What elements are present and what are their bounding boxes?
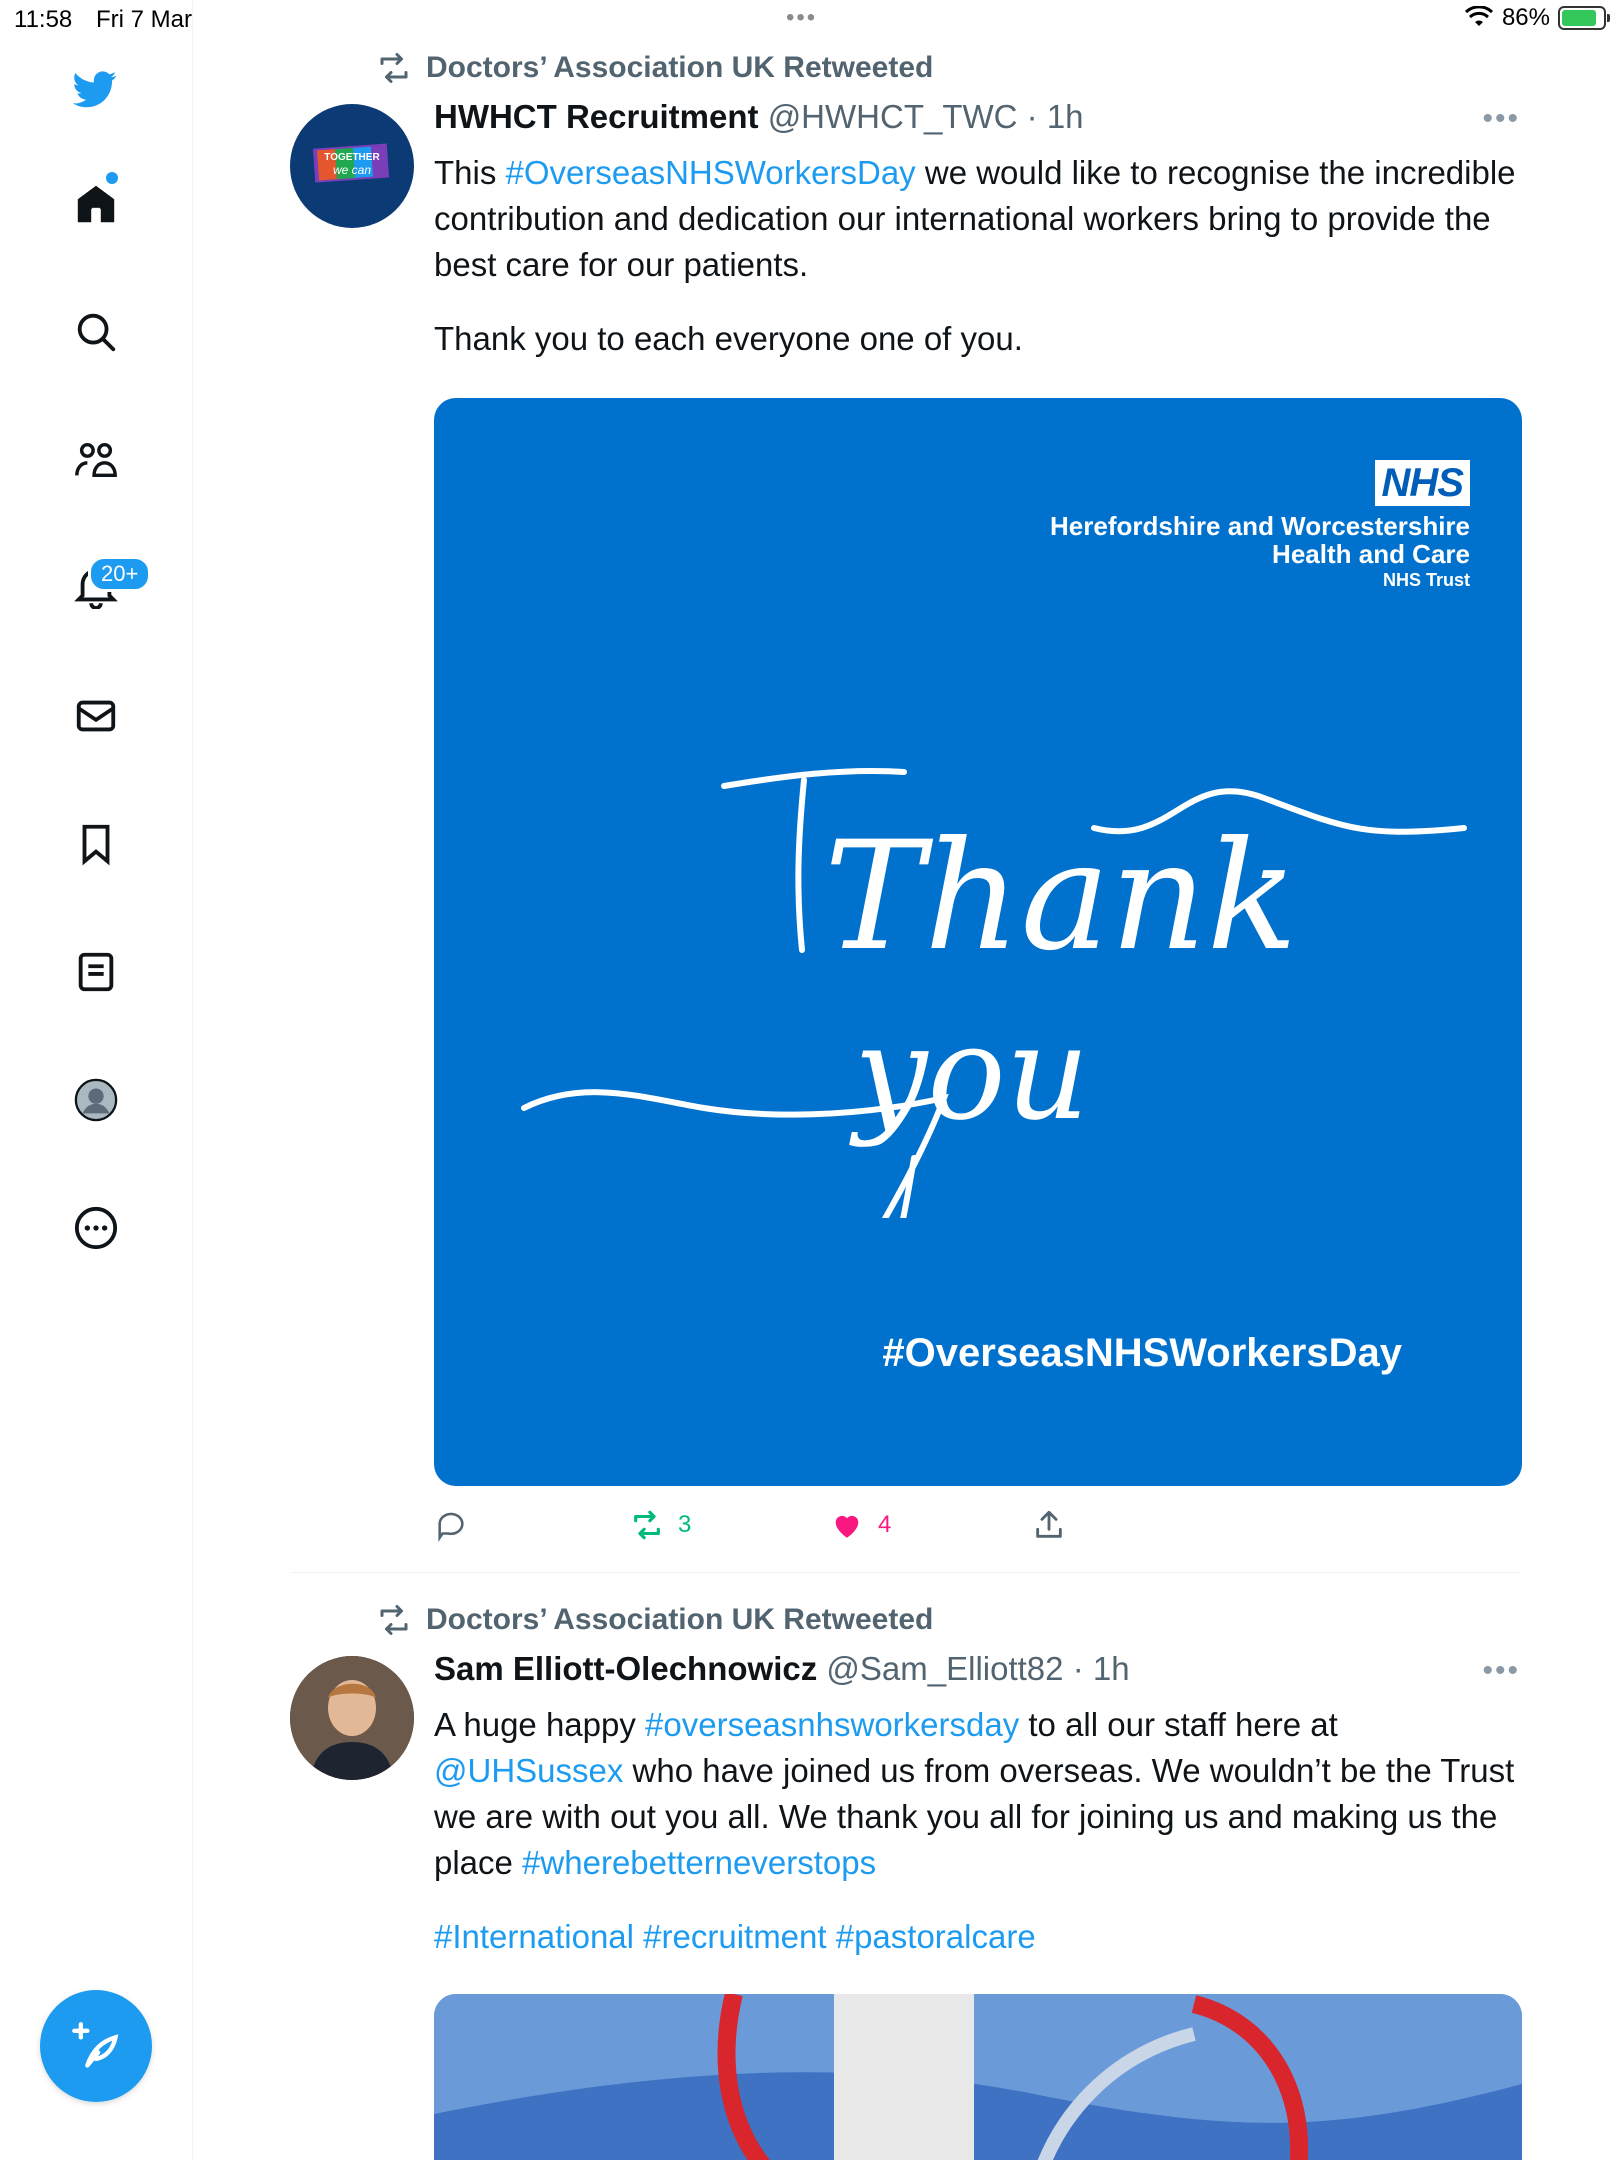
heart-icon [830,1508,864,1542]
hashtag-link[interactable]: #OverseasNHSWorkersDay [505,154,916,191]
bookmark-icon [73,821,119,867]
image-hashtag: #OverseasNHSWorkersDay [882,1331,1402,1375]
more-circle-icon [73,1205,119,1251]
tweet-image[interactable] [434,1994,1522,2160]
search-icon [73,309,119,355]
nhs-org-line1: Herefordshire and Worcestershire [1050,511,1470,541]
multitasking-dots[interactable]: ••• [786,4,818,31]
text-part: who have joined us from overseas. We wouldn’t be the Trust we are with out you all. We thank you all for joining us and making us the place [434,1752,1515,1881]
avatar[interactable] [290,104,414,228]
mention-link[interactable]: @UHSussex [434,1752,624,1789]
retweet-context [376,50,933,86]
tweet-header [434,98,1084,136]
retweet-count: 3 [678,1511,692,1538]
retweet-icon [376,50,412,86]
hashtag-links[interactable]: #International #recruitment #pastoralcare [434,1918,1036,1955]
battery-percent: 86% [1501,4,1550,31]
tweet-text [434,150,1524,390]
retweet-icon [376,1602,412,1638]
sidebar-item-messages[interactable] [62,682,130,750]
compose-tweet-button[interactable] [40,1990,152,2102]
tweet-text-paragraph: Thank you to each everyone one of you. [434,320,1023,357]
avatar[interactable] [290,1656,414,1780]
tweet-time[interactable]: · 1h [1072,1650,1130,1687]
sidebar-item-communities[interactable] [62,426,130,494]
more-options-icon[interactable]: ••• [1482,102,1520,135]
home-unread-dot [106,172,118,184]
like-count: 4 [878,1511,892,1538]
tweet-image[interactable] [434,398,1522,1486]
author-name[interactable]: HWHCT Recruitment [434,98,759,135]
nhs-branding [1050,460,1470,591]
text-part: This [434,154,506,191]
share-icon [1032,1508,1066,1542]
thank-you-script-line1: Thank [824,810,1298,984]
sidebar-item-bookmarks[interactable] [62,810,130,878]
nhs-trust-label: NHS Trust [1382,570,1470,590]
tweet[interactable] [290,50,1520,1570]
retweet-icon [630,1508,664,1542]
svg-text:we can: we can [332,163,372,177]
sidebar-item-lists[interactable] [62,938,130,1006]
status-date: Fri 7 Mar [96,6,192,33]
retweeted-by[interactable]: Doctors’ Association UK Retweeted [426,51,934,84]
hashtag-link[interactable]: #wherebetterneverstops [522,1844,877,1881]
list-icon [73,949,119,995]
share-button[interactable] [1032,1508,1066,1542]
home-icon [73,181,119,227]
author-handle[interactable]: @HWHCT_TWC [767,98,1018,135]
tweet-divider [290,1572,1520,1573]
more-options-icon[interactable]: ••• [1482,1654,1520,1687]
text-part: A huge happy [434,1706,646,1743]
communities-icon [73,437,119,483]
nhs-org-line2: Health and Care [1272,539,1470,569]
svg-text:TOGETHER: TOGETHER [324,152,380,163]
tweet[interactable] [290,1602,1520,2160]
retweet-button[interactable] [630,1508,691,1542]
tweet-time[interactable]: · 1h [1026,98,1084,135]
retweet-context [376,1602,933,1638]
reply-button[interactable] [434,1508,468,1542]
nhs-logo: NHS [1375,460,1470,506]
battery-icon [1558,6,1606,30]
profile-icon [73,1077,119,1123]
wifi-icon [1464,6,1494,30]
author-name[interactable]: Sam Elliott-Olechnowicz [434,1650,818,1687]
mail-icon [73,693,119,739]
sidebar-item-profile[interactable] [62,1066,130,1134]
text-part: we would like to recognise the incredible contribution and dedication our international workers bring to provide the best care for our patients. [434,154,1516,283]
sidebar-item-more[interactable] [62,1194,130,1262]
tweet-text [434,1702,1524,1988]
compose-icon [70,2020,122,2072]
status-time: 11:58 [14,6,73,33]
reply-icon [434,1508,468,1542]
text-part: to all our staff here at [1019,1706,1338,1743]
sidebar-item-search[interactable] [62,298,130,366]
notifications-badge: 20+ [88,556,151,592]
sidebar-item-home[interactable] [62,170,130,238]
tweet-actions [434,1508,1334,1552]
tweet-header [434,1650,1130,1688]
author-handle[interactable]: @Sam_Elliott82 [826,1650,1064,1687]
hashtag-link[interactable]: #overseasnhsworkersday [645,1706,1020,1743]
like-button[interactable] [830,1508,891,1542]
status-bar [0,0,1620,40]
twitter-logo-icon[interactable] [60,56,128,124]
thank-you-script-line2: you [854,997,1090,1149]
retweeted-by[interactable]: Doctors’ Association UK Retweeted [426,1603,934,1636]
sidebar [0,0,193,2160]
